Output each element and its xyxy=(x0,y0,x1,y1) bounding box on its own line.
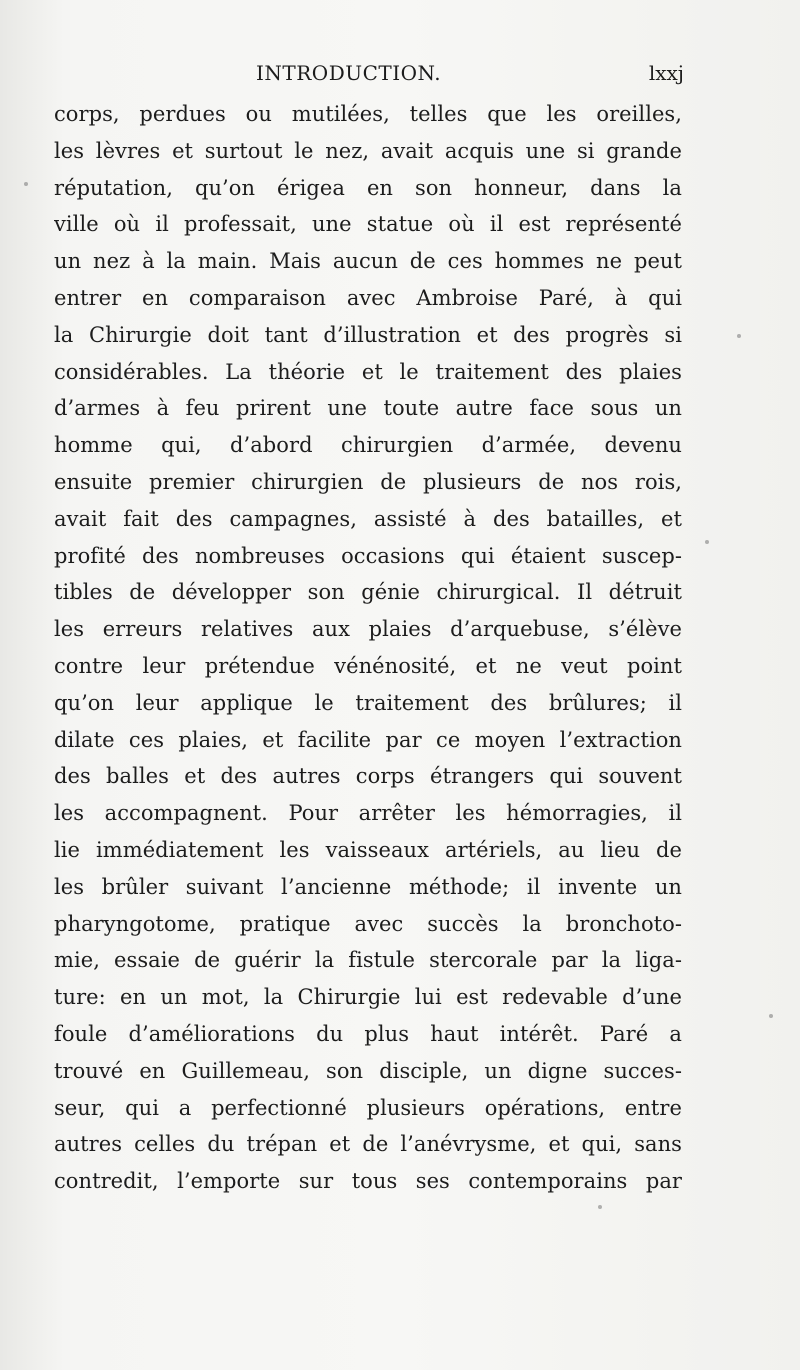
paper-speck xyxy=(769,1014,773,1018)
text-line: pharyngotome, pratique avec succès la bronchoto- xyxy=(54,911,682,936)
text-line: d’armes à feu prirent une toute autre face sous un xyxy=(54,396,682,421)
text-line: des balles et des autres corps étrangers qui souvent xyxy=(54,764,682,789)
text-line: considérables. La théorie et le traitement des plaies xyxy=(54,359,682,384)
text-line: réputation, qu’on érigea en son honneur, dans la xyxy=(54,175,682,200)
text-line: la Chirurgie doit tant d’illustration et des progrès si xyxy=(54,322,682,347)
text-line: ensuite premier chirurgien de plusieurs de nos rois, xyxy=(54,469,682,494)
text-line: les brûler suivant l’ancienne méthode; il invente un xyxy=(54,874,682,899)
text-line: corps, perdues ou mutilées, telles que les oreilles, xyxy=(54,102,682,126)
paper-speck xyxy=(737,334,741,338)
text-line: qu’on leur applique le traitement des brûlures; il xyxy=(54,690,682,715)
text-line: lie immédiatement les vaisseaux artériels, au lieu de xyxy=(54,837,682,862)
paper-speck xyxy=(24,182,28,186)
paper-speck xyxy=(705,540,709,544)
text-line: un nez à la main. Mais aucun de ces hommes ne peut xyxy=(54,249,682,274)
text-line: foule d’améliorations du plus haut intérêt. Paré a xyxy=(54,1021,682,1046)
text-line: contre leur prétendue vénénosité, et ne veut point xyxy=(54,653,682,678)
text-line: tibles de développer son génie chirurgical. Il détruit xyxy=(54,580,682,605)
body-text xyxy=(54,96,682,1200)
running-head: INTRODUCTION. xyxy=(256,61,442,85)
text-line: profité des nombreuses occasions qui étaient suscep- xyxy=(54,543,682,568)
text-line: les lèvres et surtout le nez, avait acquis une si grande xyxy=(54,138,682,163)
text-line: seur, qui a perfectionné plusieurs opérations, entre xyxy=(54,1095,682,1120)
text-line: avait fait des campagnes, assisté à des batailles, et xyxy=(54,506,682,531)
text-line: ture: en un mot, la Chirurgie lui est redevable d’une xyxy=(54,985,682,1010)
text-line: les erreurs relatives aux plaies d’arquebuse, s’élève xyxy=(54,617,682,642)
text-line: ville où il professait, une statue où il est représenté xyxy=(54,212,682,237)
text-line: dilate ces plaies, et facilite par ce moyen l’extraction xyxy=(54,727,682,752)
paper-speck xyxy=(598,1205,602,1209)
text-line: les accompagnent. Pour arrêter les hémorragies, il xyxy=(54,801,682,826)
text-line: mie, essaie de guérir la fistule stercorale par la liga- xyxy=(54,948,682,973)
text-line: trouvé en Guillemeau, son disciple, un digne succes- xyxy=(54,1058,682,1083)
page-header xyxy=(0,58,800,88)
text-line: homme qui, d’abord chirurgien d’armée, devenu xyxy=(54,433,682,458)
text-line: entrer en comparaison avec Ambroise Paré, à qui xyxy=(54,285,682,310)
page-number: lxxj xyxy=(648,61,684,85)
text-line: autres celles du trépan et de l’anévrysme, et qui, sans xyxy=(54,1132,682,1157)
text-line: contredit, l’emporte sur tous ses contemporains par xyxy=(54,1169,682,1194)
